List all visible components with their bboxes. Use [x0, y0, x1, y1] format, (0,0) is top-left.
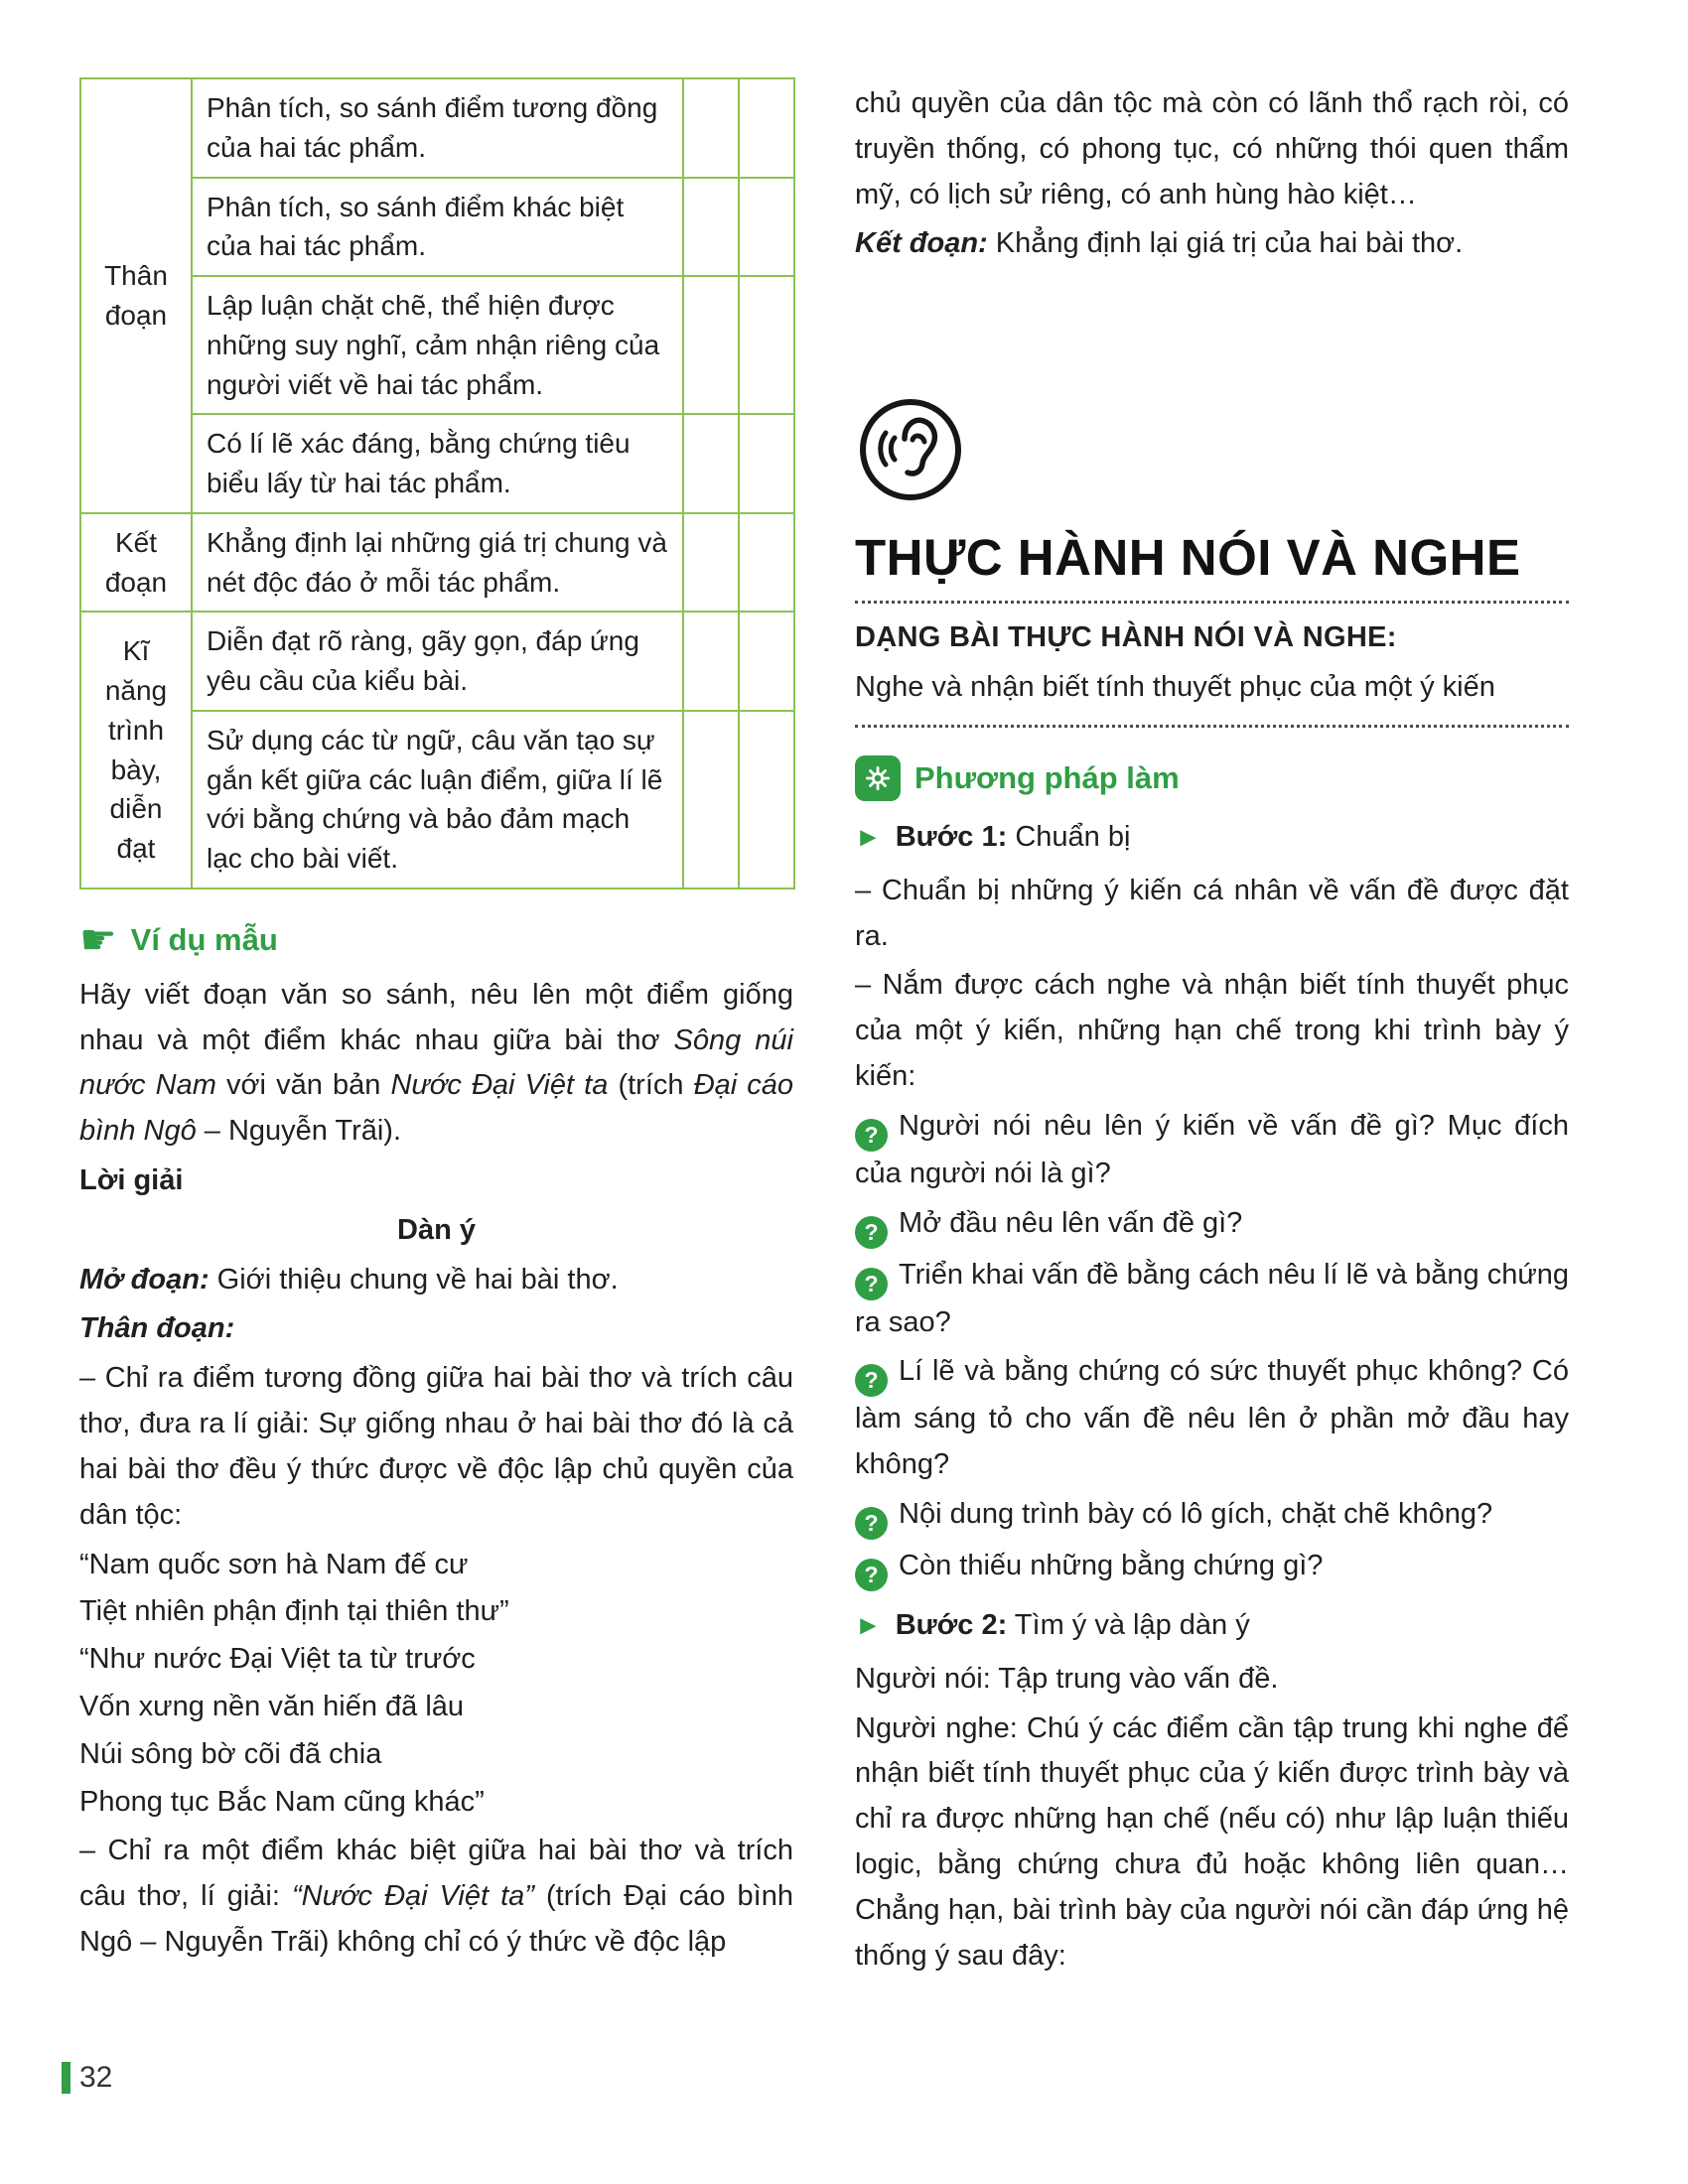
rubric-check-cell — [739, 414, 794, 513]
table-row — [80, 513, 794, 613]
question-icon: ? — [855, 1559, 888, 1591]
rubric-section-label: Kết đoạn — [80, 513, 192, 613]
rubric-check-cell — [739, 513, 794, 613]
question-icon: ? — [855, 1119, 888, 1152]
question-item — [855, 1492, 1569, 1540]
question-icon: ? — [855, 1507, 888, 1540]
rubric-check-cell — [683, 276, 739, 414]
page-number-bar — [62, 2062, 70, 2094]
poem-line: Vốn xưng nền văn hiến đã lâu — [79, 1690, 465, 1722]
question-item — [855, 1104, 1569, 1197]
question-text: Triển khai vấn đề bằng cách nêu lí lẽ và bằng chứng ra sao? — [855, 1258, 1569, 1338]
rubric-check-cell — [739, 276, 794, 414]
question-item — [855, 1253, 1569, 1346]
step-arrow-icon: ► — [855, 821, 882, 852]
table-row — [80, 612, 794, 711]
rubric-check-cell — [739, 178, 794, 277]
rubric-criterion: Khẳng định lại những giá trị chung và nét độc đáo ở mỗi tác phẩm. — [192, 513, 683, 613]
page-number — [62, 2061, 112, 2095]
rubric-section-label: Kĩ năng trình bày, diễn đạt — [80, 612, 192, 888]
table-row — [80, 78, 794, 178]
page-number-value: 32 — [79, 2061, 113, 2094]
rubric-check-cell — [683, 711, 739, 888]
question-text: Nội dung trình bày có lô gích, chặt chẽ không? — [899, 1498, 1493, 1530]
rubric-table — [79, 77, 795, 889]
prep-point: – Chuẩn bị những ý kiến cá nhân về vấn đề được đặt ra. — [855, 874, 1569, 952]
poem-line: “Nam quốc sơn hà Nam đế cư — [79, 1548, 469, 1580]
question-icon: ? — [855, 1268, 888, 1300]
step-1 — [855, 815, 1569, 861]
poem-line: Núi sông bờ cõi đã chia — [79, 1737, 382, 1770]
rubric-check-cell — [683, 612, 739, 711]
rubric-criterion: Phân tích, so sánh điểm khác biệt của hai tác phẩm. — [192, 178, 683, 277]
step-2 — [855, 1603, 1569, 1649]
continuation-paragraph: chủ quyền của dân tộc mà còn có lãnh thổ rạch ròi, có truyền thống, có phong tục, có những thói quen thẩm mỹ, có lịch sử riêng, có anh hùng hào kiệt… — [855, 87, 1569, 210]
opening-paragraph: Mở đoạn: Giới thiệu chung về hai bài thơ. — [79, 1263, 619, 1296]
rubric-check-cell — [683, 78, 739, 178]
rubric-check-cell — [739, 78, 794, 178]
right-column — [855, 77, 1569, 1983]
body-paragraph-label: Thân đoạn: — [79, 1312, 235, 1345]
rubric-check-cell — [683, 513, 739, 613]
rubric-criterion: Sử dụng các từ ngữ, câu văn tạo sự gắn kết giữa các luận điểm, giữa lí lẽ với bằng chứng và bảo đảm mạch lạc cho bài viết. — [192, 711, 683, 888]
exercise-type-text: Nghe và nhận biết tính thuyết phục của một ý kiến — [855, 671, 1495, 704]
gear-icon — [855, 755, 901, 801]
question-text: Lí lẽ và bằng chứng có sức thuyết phục không? Có làm sáng tỏ cho vấn đề nêu lên ở phần mở đầu hay không? — [855, 1355, 1569, 1481]
rubric-criterion: Phân tích, so sánh điểm tương đồng của hai tác phẩm. — [192, 78, 683, 178]
step-1-text: Chuẩn bị — [1007, 820, 1131, 853]
speaker-line: Người nói: Tập trung vào vấn đề. — [855, 1662, 1279, 1695]
rubric-check-cell — [683, 414, 739, 513]
solution-label: Lời giải — [79, 1164, 184, 1196]
example-heading-label: Ví dụ mẫu — [130, 921, 278, 957]
method-heading — [855, 755, 1569, 801]
step-2-label: Bước 2: — [895, 1609, 1008, 1641]
dotted-divider — [855, 725, 1569, 728]
question-text: Còn thiếu những bằng chứng gì? — [899, 1550, 1324, 1581]
question-item — [855, 1349, 1569, 1488]
rubric-check-cell — [683, 178, 739, 277]
exercise-type-label: DẠNG BÀI THỰC HÀNH NÓI VÀ NGHE: — [855, 621, 1397, 654]
prep-point: – Nắm được cách nghe và nhận biết tính thuyết phục của một ý kiến, những hạn chế trong khi trình bày ý kiến: — [855, 969, 1569, 1092]
poem-line: “Như nước Đại Việt ta từ trước — [79, 1643, 476, 1676]
example-prompt: Hãy viết đoạn văn so sánh, nêu lên một điểm giống nhau và một điểm khác nhau giữa bài thơ Sông núi nước Nam với văn bản Nước Đại Việt ta (trích Đại cáo bình Ngô – Nguyễn Trãi). — [79, 978, 794, 1148]
poem-line: Phong tục Bắc Nam cũng khác” — [79, 1785, 485, 1818]
question-text: Người nói nêu lên ý kiến về vấn đề gì? Mục đích của người nói là gì? — [855, 1109, 1569, 1189]
listener-paragraph: Người nghe: Chú ý các điểm cần tập trung khi nghe để nhận biết tính thuyết phục của ý kiến được trình bày và chỉ ra được những hạn chế (nếu có) như lập luận thiếu logic, bằng chứng chưa đủ hoặc không liên quan… Chẳng hạn, bài trình bày của người nói cần đáp ứng hệ thống ý sau đây: — [855, 1711, 1569, 1972]
rubric-criterion: Diễn đạt rõ ràng, gãy gọn, đáp ứng yêu cầu của kiểu bài. — [192, 612, 683, 711]
closing-paragraph: Kết đoạn: Khẳng định lại giá trị của hai bài thơ. — [855, 227, 1464, 260]
question-item — [855, 1201, 1569, 1249]
poem-line: Tiệt nhiên phận định tại thiên thư” — [79, 1595, 509, 1628]
rubric-section-label: Thân đoạn — [80, 78, 192, 513]
example-heading — [79, 915, 793, 963]
rubric-criterion: Lập luận chặt chẽ, thể hiện được những suy nghĩ, cảm nhận riêng của người viết về hai tác phẩm. — [192, 276, 683, 414]
rubric-check-cell — [739, 711, 794, 888]
pointing-hand-icon: ☛ — [79, 915, 117, 963]
question-text: Mở đầu nêu lên vấn đề gì? — [899, 1206, 1243, 1239]
question-icon: ? — [855, 1216, 888, 1249]
method-heading-label: Phương pháp làm — [914, 759, 1180, 795]
similarity-point: – Chỉ ra điểm tương đồng giữa hai bài thơ và trích câu thơ, đưa ra lí giải: Sự giống nhau ở hai bài thơ đó là cả hai bài thơ đều ý thức được về độc lập chủ quyền của dân tộc: — [79, 1362, 793, 1531]
difference-point: – Chỉ ra một điểm khác biệt giữa hai bài thơ và trích câu thơ, lí giải: “Nước Đại Việt ta” (trích Đại cáo bình Ngô – Nguyễn Trãi) không chỉ có ý thức về độc lập — [79, 1835, 793, 1958]
step-arrow-icon: ► — [855, 1610, 882, 1640]
question-item — [855, 1544, 1569, 1591]
step-1-label: Bước 1: — [895, 820, 1008, 853]
ear-icon — [855, 394, 1569, 510]
left-column — [79, 77, 793, 1983]
section-title: THỰC HÀNH NÓI VÀ NGHE — [855, 529, 1521, 587]
rubric-check-cell — [739, 612, 794, 711]
outline-title: Dàn ý — [397, 1213, 476, 1246]
dotted-divider — [855, 601, 1569, 604]
step-2-text: Tìm ý và lập dàn ý — [1007, 1609, 1250, 1641]
poem-quote — [79, 1543, 793, 1826]
rubric-criterion: Có lí lẽ xác đáng, bằng chứng tiêu biểu lấy từ hai tác phẩm. — [192, 414, 683, 513]
question-icon: ? — [855, 1364, 888, 1397]
